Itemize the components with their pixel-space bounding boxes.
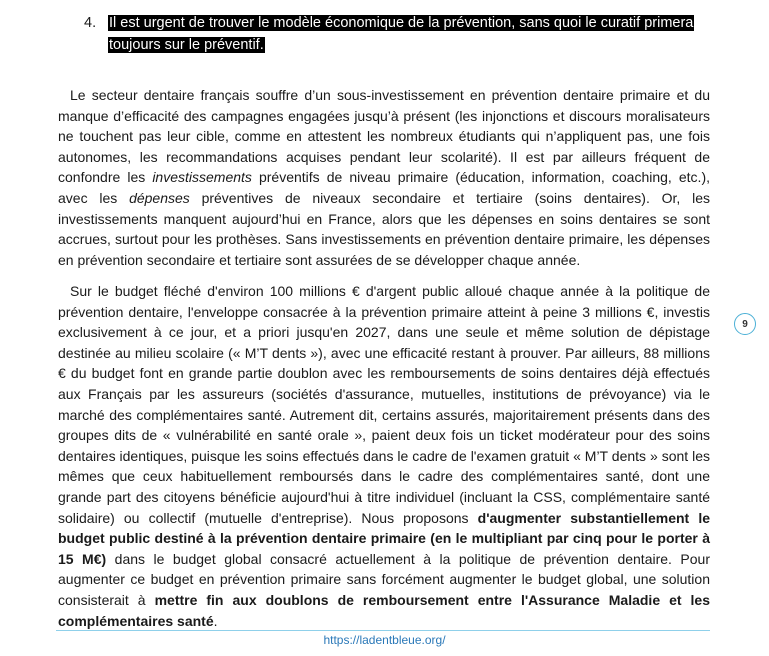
paragraph1-text-1: Le secteur dentaire français souffre d’un sous-investissement en prévention dentaire primaire et du manque d’efficacité des campagnes engagées jusqu’à présent (les injonctions et discours moralisateurs ne touchent pas leur cible, comme en attestent les nombreux étudiants qui n’appliquent pas, une fois autonomes, les recommandations acquises pendant leur scolarité). Il est par ailleurs fréquent de confondre les	[58, 87, 710, 186]
page-number: 9	[742, 318, 748, 330]
paragraph2-text-3: .	[213, 612, 218, 629]
paragraph2-bold-proposal: d'augmenter substantiellement le budget public destiné à la prévention dentaire primaire (en le multipliant par cinq pour le porter à 15 M€)	[58, 509, 710, 567]
paragraph-budget	[58, 281, 710, 631]
heading-text-block	[108, 12, 714, 56]
paragraph1-em-depenses: dépenses	[129, 189, 190, 206]
page-number-badge	[734, 313, 756, 335]
paragraph2-bold-doublons: mettre fin aux doublons de remboursement entre l'Assurance Maladie et les complémentaires santé	[58, 591, 711, 629]
paragraph2-text-2: dans le budget global consacré actuellement à la politique de prévention dentaire. Pour augmenter ce budget en prévention primaire sans forcément augmenter le budget global, une solution consisterait à	[58, 550, 710, 608]
paragraph-underinvestment	[58, 85, 710, 270]
paragraph2-text-1: Sur le budget fléché d'environ 100 millions € d'argent public alloué chaque année à la politique de prévention dentaire, l'enveloppe consacrée à la prévention primaire atteint à peine 3 millions €, investis exclusivement à ce jour, et a priori jusqu'en 2027, dans une seule et même solution de dépistage destinée au milieu scolaire (« M’T dents »), avec une efficacité restant à prouver. Par ailleurs, 88 millions € du budget font en grande partie doublon avec les remboursements de soins dentaires déjà effectués aux Français par les assureurs (sociétés d'assurance, mutuelles, institutions de prévoyance) via le marché des complémentaires santé. Autrement dit, certains assurés, majoritairement présents dans des groupes dits de « vulnérabilité en santé orale », paient deux fois un ticket modérateur pour des soins dentaires identiques, puisque les soins effectués dans le cadre de l'examen gratuit « M’T dents » sont les mêmes que ceux habituellement remboursés dans le cadre des complémentaires santé, dont une grande part des citoyens bénéficie aujourd'hui à titre individuel (incluant la CSS, complémentaire santé solidaire) ou collectif (mutuelle d'entreprise). Nous proposons	[58, 283, 710, 526]
footer-divider	[56, 630, 710, 631]
heading-highlighted-text: Il est urgent de trouver le modèle économique de la prévention, sans quoi le curatif primera toujours sur le préventif.	[109, 15, 694, 53]
heading-number: 4.	[84, 15, 97, 31]
paragraph1-text-2: préventifs de niveau primaire (éducation, information, coaching, etc.), avec les	[58, 169, 710, 206]
paragraph1-em-investissements: investissements	[152, 169, 252, 186]
paragraph1-text-3: préventives de niveaux secondaire et tertiaire (soins dentaires). Or, les investissements manquent aujourd’hui en France, alors que les dépenses en soins dentaires se sont accrues, surtout pour les prothèses. Sans investissements en prévention dentaire primaire, les dépenses en prévention secondaire et tertiaire sont assurées de se développer chaque année.	[58, 189, 711, 268]
footer-website-link[interactable]: https://ladentbleue.org/	[323, 633, 446, 647]
